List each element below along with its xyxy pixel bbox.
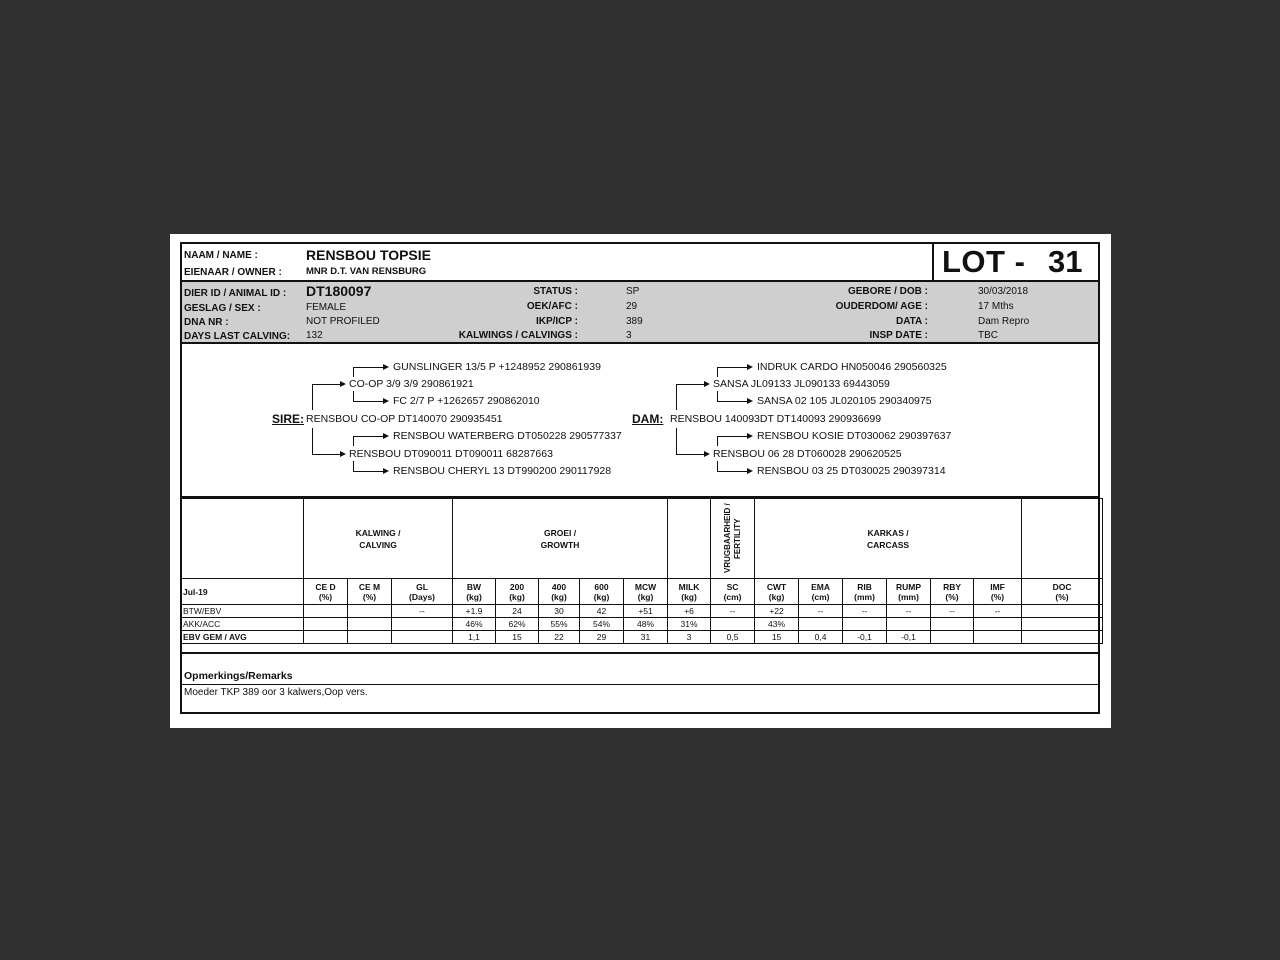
ebv-col-name: MILK [678, 581, 700, 592]
group-calving-line2: CALVING [359, 539, 397, 550]
remarks-text: Moeder TKP 389 oor 3 kalwers,Oop vers. [184, 687, 368, 698]
data-value: Dam Repro [978, 316, 1030, 327]
ebv-cell: -0,1 [843, 631, 887, 644]
ebv-col-unit: (kg) [466, 591, 482, 602]
ebv-col-unit: (Days) [409, 591, 435, 602]
arrow-icon [383, 468, 389, 474]
arrow-icon [747, 364, 753, 370]
ebv-col-9 [711, 579, 755, 605]
calvings-label: KALWINGS / CALVINGS : [458, 330, 578, 341]
ebv-cell: 15 [496, 631, 539, 644]
ebv-col-10 [755, 579, 799, 605]
sex-label: GESLAG / SEX : [184, 303, 261, 314]
age-value: 17 Mths [978, 301, 1014, 312]
data-label: DATA : [895, 316, 928, 327]
ebv-col-15 [974, 579, 1022, 605]
ebv-col-unit: (%) [945, 591, 959, 602]
ebv-col-unit: (%) [1055, 591, 1069, 602]
ebv-col-unit: (kg) [768, 591, 785, 602]
ebv-cell [711, 618, 755, 631]
name-label: NAAM / NAME : [184, 250, 258, 261]
ebv-col-7 [624, 579, 668, 605]
sire-link-up-h [312, 384, 340, 385]
ebv-col-name: 400 [551, 581, 567, 592]
ebv-col-unit: (kg) [681, 591, 697, 602]
ebv-col-14 [931, 579, 974, 605]
ss-link-down [353, 391, 354, 401]
lot-card [180, 242, 1100, 714]
ebv-cell: -- [931, 605, 974, 618]
dd-link-down-h [717, 471, 747, 472]
ebv-cell: 1,1 [453, 631, 496, 644]
group-carcass-line2: CARCASS [867, 539, 910, 550]
dam-sire-sire-name: INDRUK CARDO HN050046 290560325 [757, 361, 947, 373]
ebv-col-13 [887, 579, 931, 605]
ebv-col-unit: (kg) [637, 591, 654, 602]
ebv-cell: +51 [624, 605, 668, 618]
ebv-col-unit: (mm) [854, 591, 875, 602]
animal-id: DT180097 [306, 283, 372, 299]
ds-link-down [717, 391, 718, 401]
ebv-table-wrap [182, 498, 1098, 644]
icp-value: 389 [626, 316, 643, 327]
ebv-col-unit: (cm) [723, 591, 742, 602]
dam-link-down [676, 428, 677, 454]
ebv-cell: -- [799, 605, 843, 618]
ebv-col-6 [580, 579, 624, 605]
ss-link-up [353, 367, 354, 377]
ebv-col-8 [668, 579, 711, 605]
ss-link-down-h [353, 401, 383, 402]
ebv-cell: -- [843, 605, 887, 618]
ebv-col-name: SC [726, 581, 739, 592]
group-calving-line1: KALWING / [355, 527, 401, 538]
ebv-cell: +6 [668, 605, 711, 618]
group-growth [453, 499, 668, 579]
ebv-cell [392, 631, 453, 644]
dam-dam-sire-name: RENSBOU KOSIE DT030062 290397637 [757, 430, 952, 442]
ebv-cell: 46% [453, 618, 496, 631]
sd-link-up-h [353, 436, 383, 437]
dna-value: NOT PROFILED [306, 316, 380, 327]
arrow-icon [747, 433, 753, 439]
ebv-cell [304, 618, 348, 631]
arrow-icon [704, 451, 710, 457]
pedigree-section [182, 344, 1098, 498]
sire-link-down [312, 428, 313, 454]
sire-link-up [312, 384, 313, 410]
dd-link-up-h [717, 436, 747, 437]
ebv-cell [348, 631, 392, 644]
ebv-cell: 24 [496, 605, 539, 618]
arrow-icon [383, 364, 389, 370]
dam-link-up-h [676, 384, 704, 385]
ebv-cell: 42 [580, 605, 624, 618]
group-doc [1022, 499, 1103, 579]
dam-dam-dam-name: RENSBOU 03 25 DT030025 290397314 [757, 465, 946, 477]
ds-link-up [717, 367, 718, 377]
ebv-col-0 [304, 579, 348, 605]
days-label: DAYS LAST CALVING: [184, 331, 291, 342]
ebv-col-name: CWT [766, 581, 787, 592]
dam-dam-name: RENSBOU 06 28 DT060028 290620525 [713, 448, 902, 460]
ebv-col-3 [453, 579, 496, 605]
ebv-col-2 [392, 579, 453, 605]
ebv-cell: -- [887, 605, 931, 618]
group-carcass [755, 499, 1022, 579]
ebv-cell: 54% [580, 618, 624, 631]
ebv-rows [181, 605, 1103, 644]
ebv-col-name: RUMP [896, 581, 922, 592]
ebv-cell: 0,5 [711, 631, 755, 644]
sex-value: FEMALE [306, 302, 347, 313]
ebv-cell: 31 [624, 631, 668, 644]
ebv-cell [348, 618, 392, 631]
ebv-cell [1022, 618, 1103, 631]
dd-link-up [717, 436, 718, 446]
animal-name: RENSBOU TOPSIE [306, 247, 431, 263]
lot-box [932, 244, 1106, 280]
sire-link-down-h [312, 454, 340, 455]
sd-link-up [353, 436, 354, 446]
insp-value: TBC [978, 330, 998, 341]
group-fertility [711, 499, 755, 579]
ebv-col-name: EMA [811, 581, 830, 592]
ebv-col-name: GL [416, 581, 428, 592]
ebv-col-name: MCW [634, 581, 657, 592]
arrow-icon [747, 398, 753, 404]
owner-label: EIENAAR / OWNER : [184, 267, 282, 278]
dam-link-up [676, 384, 677, 410]
ebv-col-name: BW [466, 581, 482, 592]
ebv-row-label: AKK/ACC [181, 618, 304, 631]
sire-dam-name: RENSBOU DT090011 DT090011 68287663 [349, 448, 553, 460]
ebv-cell: 3 [668, 631, 711, 644]
days-value: 132 [306, 330, 323, 341]
ebv-cell: 48% [624, 618, 668, 631]
age-label: OUDERDOM/ AGE : [835, 301, 928, 312]
dob-value: 30/03/2018 [978, 286, 1029, 297]
group-carcass-line1: KARKAS / [867, 527, 909, 538]
ebv-col-unit: (kg) [593, 591, 610, 602]
ebv-col-name: 600 [594, 581, 609, 592]
ebv-cell [1022, 605, 1103, 618]
ebv-col-11 [799, 579, 843, 605]
ebv-col-unit: (%) [362, 591, 377, 602]
ebv-col-unit: (cm) [811, 591, 830, 602]
animal-id-label: DIER ID / ANIMAL ID : [184, 288, 287, 299]
arrow-icon [383, 433, 389, 439]
ebv-col-12 [843, 579, 887, 605]
ebv-col-name: CE M [358, 581, 381, 592]
ds-link-down-h [717, 401, 747, 402]
group-calving [304, 499, 453, 579]
ebv-cell: 30 [539, 605, 580, 618]
ebv-col-5 [539, 579, 580, 605]
ebv-date: Jul-19 [181, 579, 304, 605]
dna-label: DNA NR : [184, 317, 229, 328]
sd-link-down-h [353, 471, 383, 472]
sd-link-down [353, 461, 354, 471]
ebv-cell [931, 618, 974, 631]
ebv-cell [304, 605, 348, 618]
ebv-col-name: 200 [509, 581, 525, 592]
arrow-icon [340, 381, 346, 387]
ebv-col-name: IMF [990, 581, 1005, 592]
ebv-cell [887, 618, 931, 631]
dam-name: RENSBOU 140093DT DT140093 290936699 [670, 413, 882, 425]
ebv-cell: -- [392, 605, 453, 618]
ebv-cell: 29 [580, 631, 624, 644]
afc-label: OEK/AFC : [526, 301, 578, 312]
ebv-cell [348, 605, 392, 618]
ebv-cell [931, 631, 974, 644]
ebv-cell: 55% [539, 618, 580, 631]
ebv-cell: 15 [755, 631, 799, 644]
ebv-cell [392, 618, 453, 631]
arrow-icon [747, 468, 753, 474]
afc-value: 29 [626, 301, 638, 312]
sire-name: RENSBOU CO-OP DT140070 290935451 [306, 413, 503, 425]
ds-link-up-h [717, 367, 747, 368]
ebv-cell [843, 618, 887, 631]
sire-sire-name: CO-OP 3/9 3/9 290861921 [349, 378, 474, 390]
icp-label: IKP/ICP : [535, 316, 578, 327]
ebv-cell: -- [974, 605, 1022, 618]
ebv-table [180, 498, 1103, 644]
ebv-cell: -0,1 [887, 631, 931, 644]
dd-link-down [717, 461, 718, 471]
ebv-col-4 [496, 579, 539, 605]
remarks-section [182, 652, 1098, 716]
lot-number: 31 [1048, 244, 1083, 279]
sire-sire-sire-name: GUNSLINGER 13/5 P +1248952 290861939 [393, 361, 601, 373]
ebv-cell: 0,4 [799, 631, 843, 644]
ebv-row-label: BTW/EBV [181, 605, 304, 618]
status-value: SP [626, 286, 640, 297]
lot-label: LOT - [942, 244, 1026, 279]
dam-link-down-h [676, 454, 704, 455]
calvings-value: 3 [626, 330, 632, 341]
ebv-cell: +1.9 [453, 605, 496, 618]
ebv-col-unit: (kg) [551, 591, 567, 602]
ebv-col-name: RIB [857, 581, 872, 592]
ebv-col-name: CE D [315, 581, 336, 592]
status-label: STATUS : [533, 286, 578, 297]
ebv-cell: 22 [539, 631, 580, 644]
ebv-col-unit: (mm) [898, 591, 919, 602]
ebv-col-unit: (%) [318, 591, 333, 602]
table-row [181, 605, 1103, 618]
dob-label: GEBORE / DOB : [847, 286, 928, 297]
dam-sire-name: SANSA JL09133 JL090133 69443059 [713, 378, 890, 390]
ebv-cell [799, 618, 843, 631]
ebv-column-header-row [181, 579, 1103, 605]
remarks-title: Opmerkings/Remarks [184, 670, 293, 682]
ebv-cell: 43% [755, 618, 799, 631]
ebv-row-label: EBV GEM / AVG [181, 631, 304, 644]
sire-dam-sire-name: RENSBOU WATERBERG DT050228 290577337 [393, 430, 622, 442]
ss-link-up-h [353, 367, 383, 368]
card-header [182, 244, 1098, 282]
ebv-col-unit: (kg) [509, 591, 525, 602]
lot-card-paper [170, 234, 1111, 728]
arrow-icon [704, 381, 710, 387]
owner-name: MNR D.T. VAN RENSBURG [306, 266, 427, 277]
group-milk [668, 499, 711, 579]
ebv-cell [974, 631, 1022, 644]
group-empty [181, 499, 304, 579]
ebv-col-1 [348, 579, 392, 605]
group-fertility-label: VRUGBAARHEID / FERTILITY [722, 503, 742, 574]
ebv-col-16 [1022, 579, 1103, 605]
group-growth-line1: GROEI / [543, 527, 577, 538]
ebv-cell: +22 [755, 605, 799, 618]
arrow-icon [383, 398, 389, 404]
ebv-col-unit: (%) [990, 591, 1005, 602]
info-band [182, 282, 1098, 344]
arrow-icon [340, 451, 346, 457]
ebv-cell [304, 631, 348, 644]
group-growth-line2: GROWTH [540, 539, 580, 550]
ebv-cell: 31% [668, 618, 711, 631]
ebv-col-name: DOC [1052, 581, 1072, 592]
sire-label: SIRE: [272, 412, 305, 426]
dam-sire-dam-name: SANSA 02 105 JL020105 290340975 [757, 395, 932, 407]
ebv-cell [974, 618, 1022, 631]
table-row [181, 618, 1103, 631]
insp-label: INSP DATE : [869, 330, 928, 341]
ebv-cell [1022, 631, 1103, 644]
ebv-cell: 62% [496, 618, 539, 631]
table-row [181, 631, 1103, 644]
sire-sire-dam-name: FC 2/7 P +1262657 290862010 [393, 395, 540, 407]
ebv-cell: -- [711, 605, 755, 618]
remarks-divider [182, 684, 1098, 685]
dam-label: DAM: [632, 412, 664, 426]
ebv-col-name: RBY [943, 581, 962, 592]
sire-dam-dam-name: RENSBOU CHERYL 13 DT990200 290117928 [393, 465, 612, 477]
